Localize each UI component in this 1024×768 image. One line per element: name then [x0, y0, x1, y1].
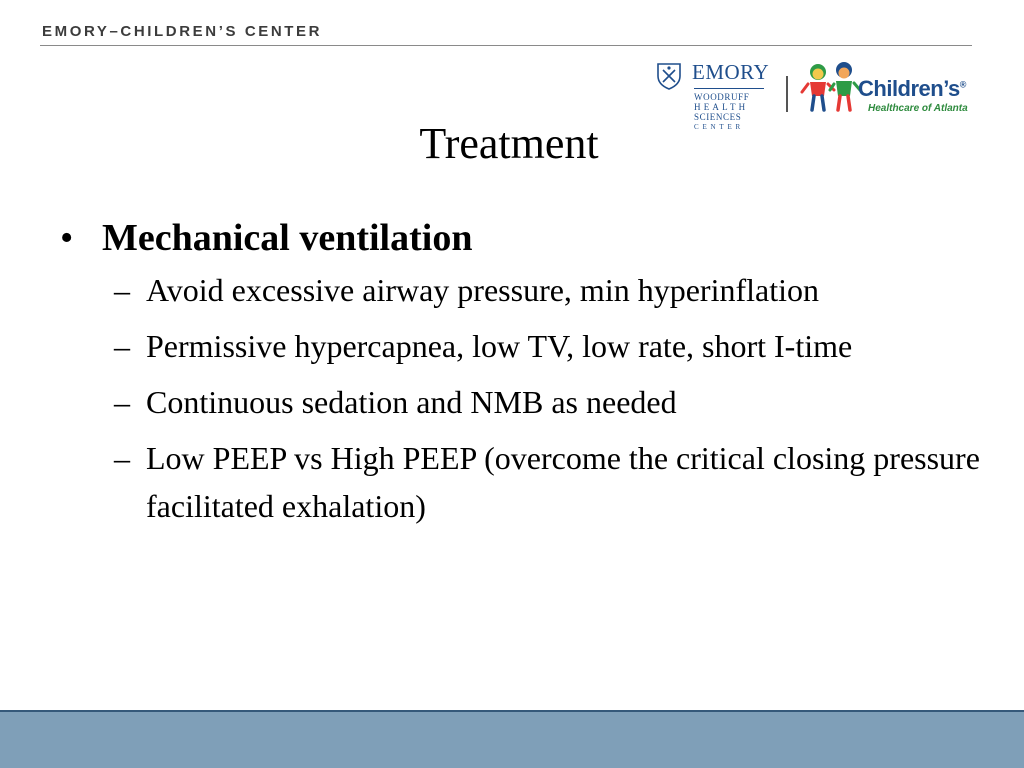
emory-logo-name: EMORY	[692, 60, 770, 84]
sub-bullet-marker: –	[114, 440, 130, 476]
bullet-text: Mechanical ventilation	[102, 217, 473, 259]
sub-bullet-item	[114, 378, 980, 426]
sub-bullet-list	[60, 266, 980, 530]
sub-bullet-marker: –	[114, 272, 130, 308]
sub-bullet-marker: –	[114, 384, 130, 420]
sub-bullet-marker: –	[114, 328, 130, 364]
slide-title: Treatment	[419, 119, 599, 168]
shield-icon	[656, 62, 682, 90]
sub-bullet-item	[114, 322, 980, 370]
sub-bullet-text: Low PEEP vs High PEEP (overcome the critical closing pressure facilitated exhalation)	[146, 440, 980, 524]
childrens-logo-name	[858, 76, 966, 102]
bullet-marker: •	[60, 217, 74, 259]
emory-logo-rule	[694, 88, 764, 89]
kids-icon	[800, 60, 862, 116]
registered-mark: ®	[959, 79, 966, 90]
slide-body	[60, 214, 980, 538]
logo-divider	[786, 76, 788, 112]
emory-sub-line: HEALTH	[694, 102, 749, 112]
sub-bullet-text: Permissive hypercapnea, low TV, low rate, short I-time	[146, 328, 853, 364]
emory-sub-line: CENTER	[694, 123, 745, 131]
footer-band	[0, 710, 1024, 768]
emory-sub-line: SCIENCES	[694, 112, 742, 122]
sub-bullet-text: Avoid excessive airway pressure, min hyperinflation	[146, 272, 819, 308]
emory-sub-line: WOODRUFF	[694, 92, 750, 102]
header-divider	[40, 45, 972, 46]
organization-header: EMORY–CHILDREN’S CENTER	[42, 23, 323, 40]
childrens-logo-name-text: Children’s	[858, 76, 960, 101]
sub-bullet-text: Continuous sedation and NMB as needed	[146, 384, 677, 420]
sub-bullet-item	[114, 266, 980, 314]
bullet-item	[60, 214, 980, 262]
childrens-logo-subtitle: Healthcare of Atlanta	[868, 103, 968, 114]
sub-bullet-item	[114, 434, 980, 530]
